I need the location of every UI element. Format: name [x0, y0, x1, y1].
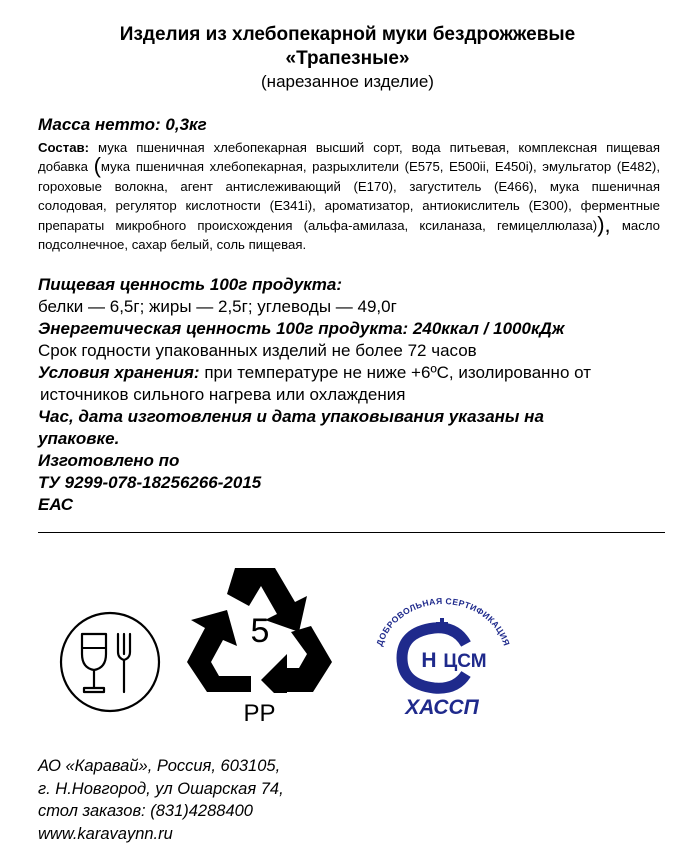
- storage-text-line2: источников сильного нагрева или охлаждения: [40, 385, 406, 404]
- storage-text-line1: при температуре не ниже +6ºС, изолированно от: [204, 363, 591, 382]
- nutrition-heading: Пищевая ценность 100г продукта:: [38, 275, 342, 294]
- composition-label: Состав:: [38, 140, 90, 155]
- address-phone: стол заказов: (831)4288400: [38, 802, 253, 820]
- composition-part1: мука пшеничная хлебопекарная высший сорт, вода питьевая, комплексная пищевая добавка: [38, 140, 660, 175]
- cert-center-right: ЦСМ: [443, 651, 487, 672]
- manufacturer-address: [38, 755, 284, 845]
- energy-value: Энергетическая ценность 100г продукта: 240ккал / 1000кДж: [38, 319, 565, 338]
- manufacture-note-line2: упаковке.: [38, 429, 120, 448]
- composition-paren-open: (: [93, 153, 101, 179]
- net-mass: Масса нетто: 0,3кг: [38, 115, 207, 134]
- composition-block: [38, 138, 660, 254]
- storage-line1: [38, 362, 678, 384]
- nutrition-values: белки — 6,5г; жиры — 2,5г; углеводы — 49,0г: [38, 297, 397, 316]
- food-safe-glass-fork-icon: [58, 610, 162, 714]
- info-block: [38, 274, 678, 516]
- manufacture-note-line1: Час, дата изготовления и дата упаковывания указаны на: [38, 407, 544, 426]
- manufactured-by: Изготовлено по: [38, 451, 180, 470]
- product-title-line1: Изделия из хлебопекарной муки бездрожжевые: [119, 24, 576, 45]
- address-line2: г. Н.Новгород, ул Ошарская 74,: [38, 779, 284, 798]
- recycle-triangle-icon: [187, 568, 332, 693]
- storage-label: Условия хранения:: [38, 363, 200, 382]
- recycle-label: PP: [243, 700, 276, 727]
- composition-paren-close: ),: [597, 211, 611, 237]
- cert-arc-text: ДОБРОВОЛЬНАЯ СЕРТИФИКАЦИЯ: [374, 598, 512, 648]
- recycle-number: 5: [250, 612, 270, 650]
- composition-part2: мука пшеничная хлебопекарная, разрыхлители (Е575, Е500ii, Е450i), эмульгатор (Е482), гороховые волокна, агент антислеживающий (Е170), загуститель (Е466), мука пшеничная солодовая, регулятор кислотности (Е341i), ароматизатор, антиокислитель (Е300), ферментные препараты микробного происхождения (альфа-амилаза, ксиланаза, гемицеллюлаза): [38, 159, 660, 233]
- product-subtitle: (нарезанное изделие): [261, 72, 434, 91]
- cert-center-left: Н: [421, 649, 437, 672]
- cert-bottom-text: ХАССП: [405, 696, 479, 719]
- divider-line: [38, 532, 665, 533]
- shelf-life: Срок годности упакованных изделий не более 72 часов: [38, 341, 477, 360]
- address-line1: АО «Каравай», Россия, 603105,: [38, 757, 281, 775]
- composition-part3: масло подсолнечное, сахар белый, соль пищевая.: [38, 217, 660, 253]
- product-title-line2: «Трапезные»: [285, 48, 410, 69]
- technical-standard: ТУ 9299-078-18256266-2015: [38, 473, 262, 492]
- address-website: www.karavaynn.ru: [38, 824, 173, 843]
- eac-mark: ЕАС: [38, 495, 74, 514]
- certification-seal-icon: [368, 598, 518, 720]
